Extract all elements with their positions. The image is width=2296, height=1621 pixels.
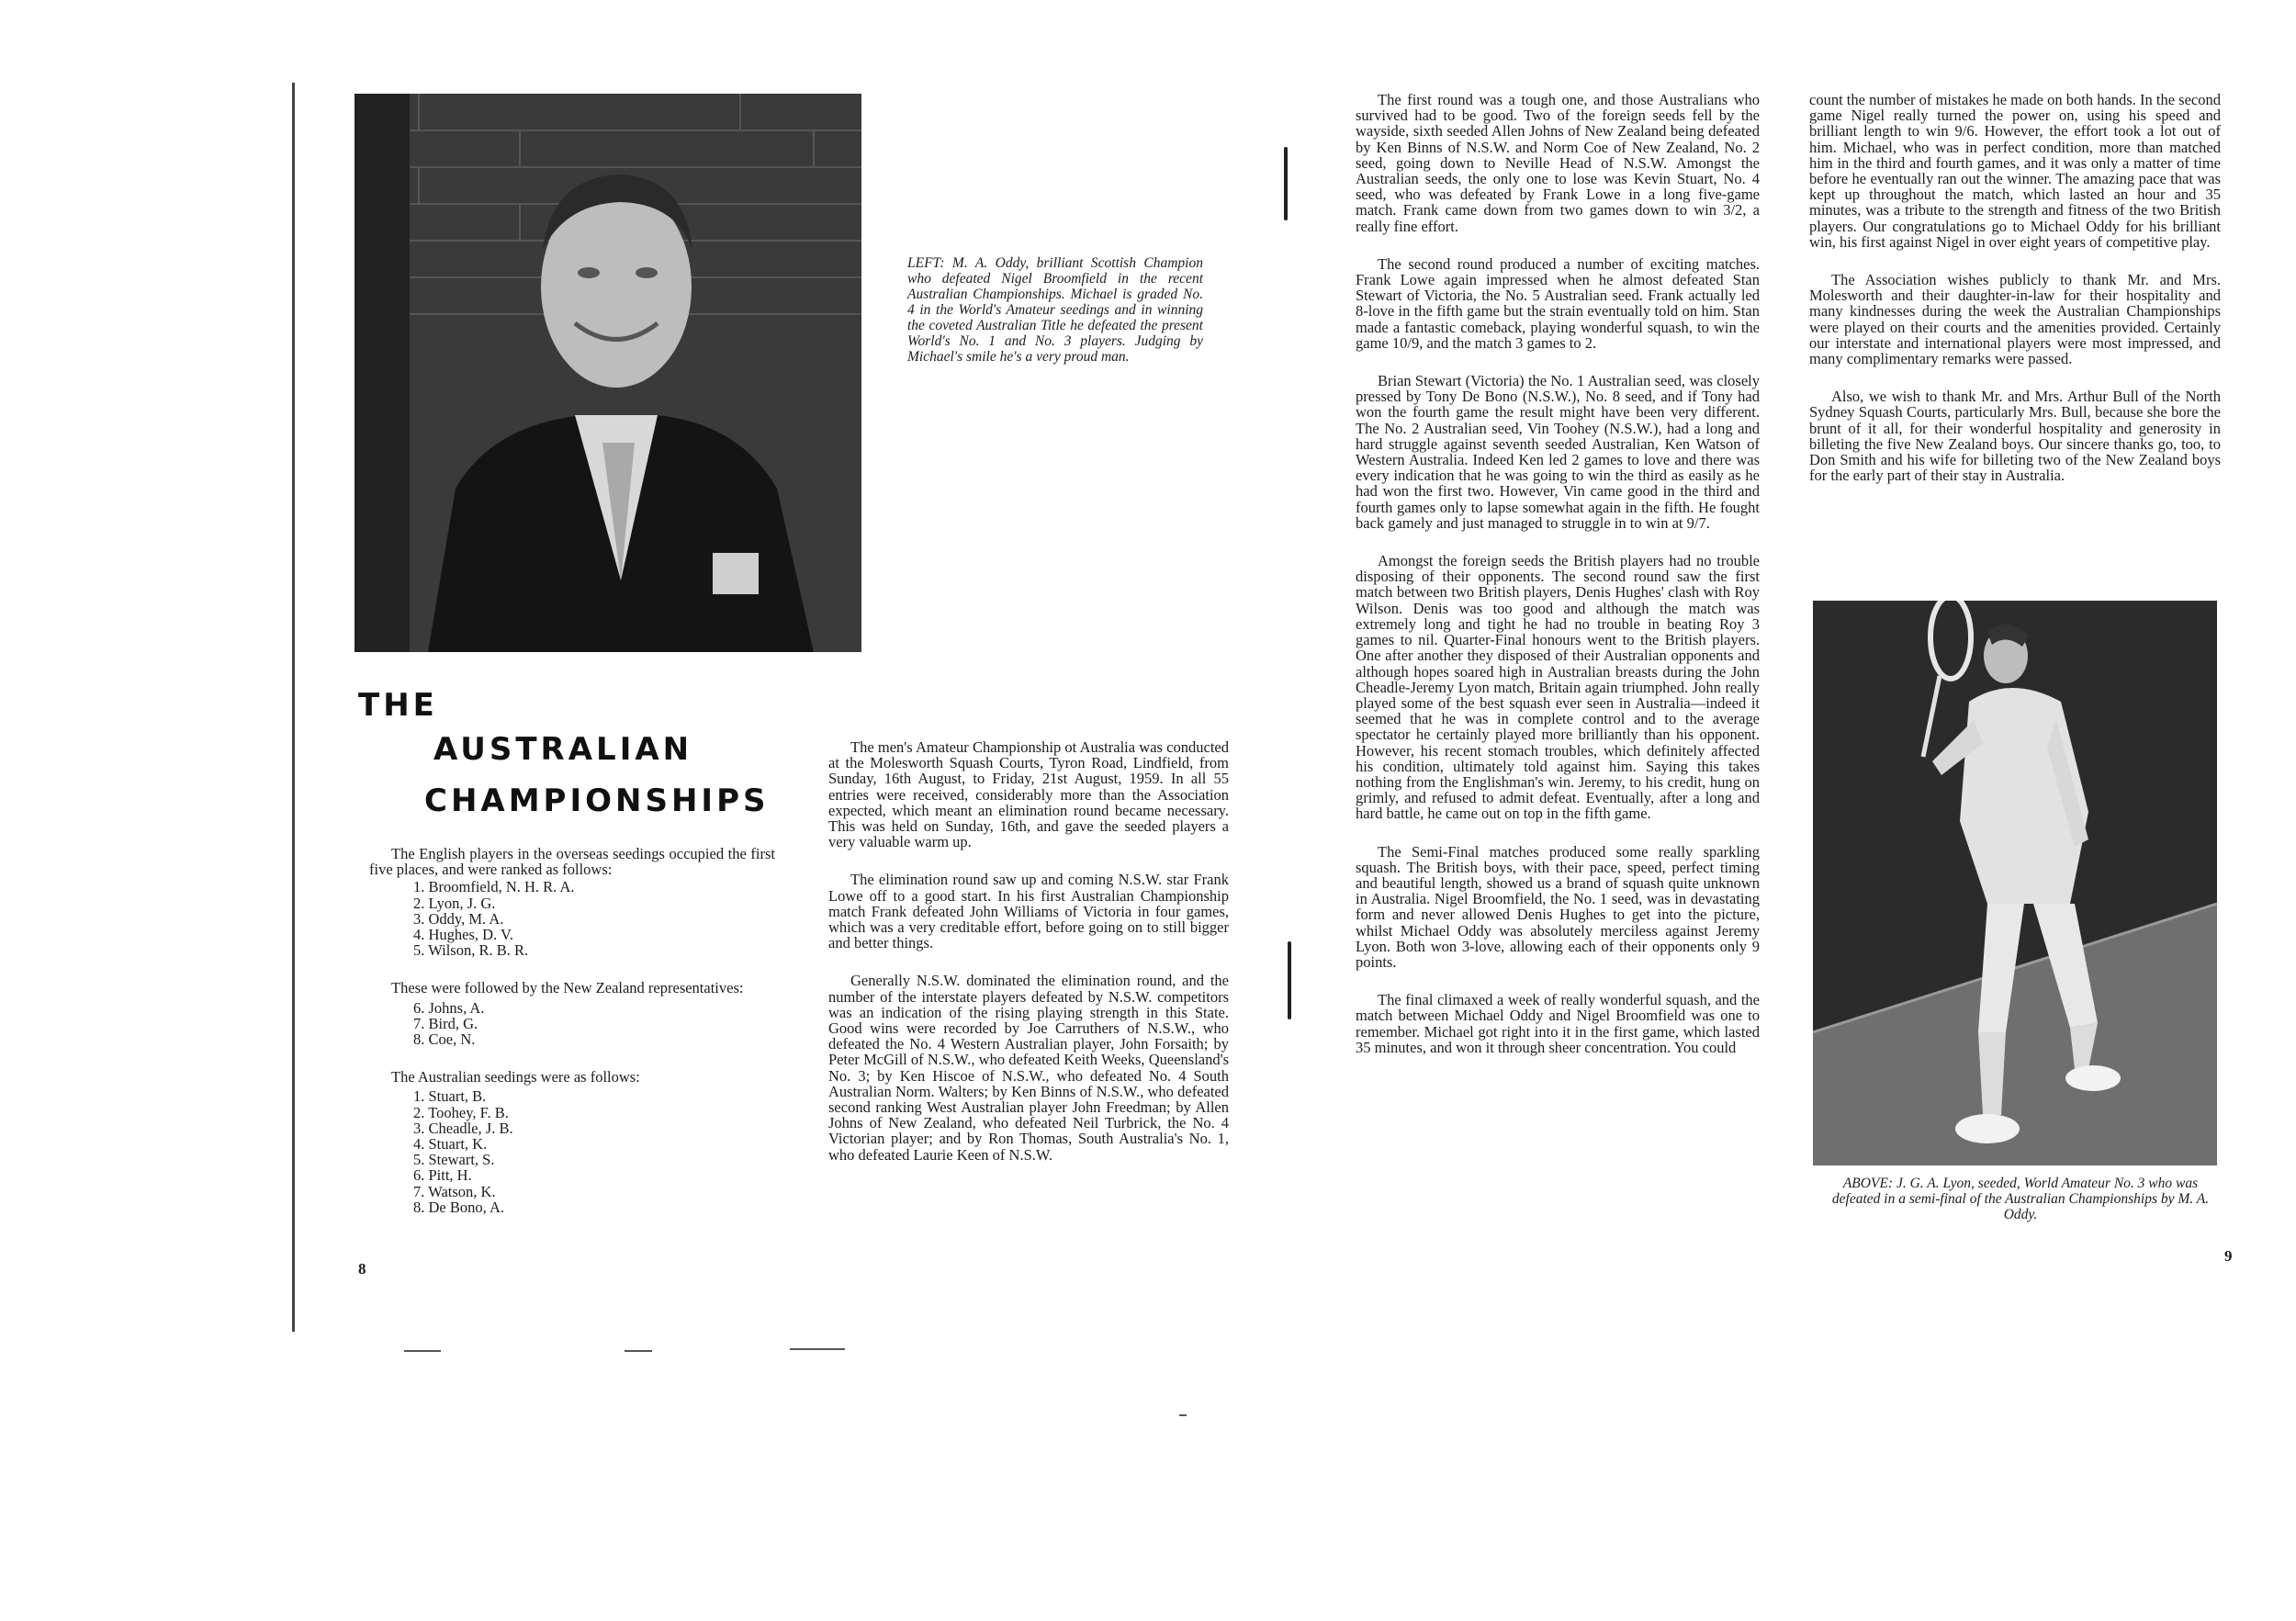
left-page-column-1 — [369, 846, 775, 1237]
list-item: 3. Oddy, M. A. — [413, 909, 504, 928]
scan-speck — [404, 1350, 441, 1352]
list-item: 6. Johns, A. — [413, 998, 485, 1017]
binding-mark-top — [1284, 147, 1288, 220]
page-number-right: 9 — [2224, 1247, 2233, 1265]
right-page-column-2 — [1809, 92, 2221, 505]
article-paragraph: Generally N.S.W. dominated the elimination round, and the number of the interstate players defeated by N.S.W. competitors was an indication of the rising playing strength in this State. Good wins were recorded by Joe Carruthers of N.S.W., who defeated the No. 4 Western Australian player, John Forsaith; by Peter McGill of N.S.W., who defeated Keith Weeks, Queensland's No. 3; by Ken Hiscoe of N.S.W., who defeated No. 4 South Australian Norm. Walters; by Ken Binns of N.S.W., who defeated second ranking West Australian player John Freedman; by Allen Johns of New Zealand, who defeated Neil Turbrick, the No. 4 Victorian player; and by Ron Thomas, South Australia's No. 1, who defeated Laurie Keen of N.S.W. — [828, 972, 1229, 1164]
list-item: 8. De Bono, A. — [413, 1198, 504, 1216]
list-item: 7. Watson, K. — [413, 1182, 496, 1200]
english-seeds-intro: The English players in the overseas seedings occupied the first five places, and were ranked as follows: — [369, 845, 775, 879]
list-item: 2. Toohey, F. B. — [413, 1103, 509, 1121]
scan-speck — [625, 1350, 652, 1352]
squash-player-photo-image — [1813, 601, 2217, 1165]
english-seeds-list — [369, 879, 775, 958]
list-item: 7. Bird, G. — [413, 1014, 478, 1032]
article-paragraph: The elimination round saw up and coming N.S.W. star Frank Lowe off to a good start. In his first Australian Championship match Frank defeated John Williams of Victoria in four games, which was a very creditable effort, before going on to still bigger and better things. — [828, 871, 1229, 952]
article-paragraph: The first round was a tough one, and those Australians who survived had to be good. Two of the foreign seeds fell by the wayside, sixth seeded Allen Johns of New Zealand being defeated by Ken Binns of N.S.W. and Norm Coe of New Zealand, No. 2 seed, going down to Neville Head of N.S.W. Amongst the Australian seeds, the only one to lose was Kevin Stuart, No. 4 seed, who was defeated by Frank Lowe in a long five-game match. Frank came down from two games down to win 3/2, a really fine effort. — [1356, 91, 1760, 235]
list-item: 4. Stuart, K. — [413, 1135, 488, 1154]
left-page-column-2 — [828, 739, 1229, 1185]
oddy-portrait-photo — [355, 94, 861, 652]
aus-seeds-intro: The Australian seedings were as follows: — [391, 1068, 640, 1086]
nz-seeds-list — [369, 1000, 775, 1048]
page-number-left: 8 — [358, 1260, 366, 1278]
article-paragraph: The Association wishes publicly to thank Mr. and Mrs. Molesworth and their daughter-in-law for their hospitality and many kindnesses during the week the Australian Championships were played on their courts and the amenities provided. Certainly our interstate and international players were most impressed, and many complimentary remarks were passed. — [1809, 271, 2221, 368]
list-item: 5. Wilson, R. B. R. — [413, 941, 529, 960]
lyon-photo-caption: ABOVE: J. G. A. Lyon, seeded, World Amateur No. 3 who was defeated in a semi-final of the Australian Championships by M. A. Oddy. — [1831, 1176, 2210, 1222]
article-paragraph: The Semi-Final matches produced some really sparkling squash. The British boys, with their pace, speed, perfect timing and beautiful length, showed us a brand of squash quite unknown in Australia. Nigel Broomfield, the No. 1 seed, was in devastating form and never allowed Denis Hughes to get into the picture, whilst Michael Oddy was absolutely merciless against Jeremy Lyon. Both won 3-love, allowing each of their opponents only 9 points. — [1356, 842, 1760, 971]
article-paragraph: The men's Amateur Championship ot Australia was conducted at the Molesworth Squash Courts, Tyron Road, Lindfield, from Sunday, 16th August, to Friday, 21st August, 1959. In all 55 entries were received, considerably more than the Association expected, which meant an elimination round became necessary. This was held on Sunday, 16th, and gave the seeded players a very valuable warm up. — [828, 738, 1229, 851]
article-paragraph-continued: count the number of mistakes he made on both hands. In the second game Nigel really turned the power on, using his speed and brilliant length to win 9/6. However, the effort took a lot out of him. Michael, who was in perfect condition, more than matched him in the third and fourth games, and it was only a matter of time before he eventually ran out the winner. The amazing pace that was kept up throughout the match, which lasted an hour and 35 minutes, was a tribute to the strength and fitness of the two British players. Our congratulations go to Michael Oddy for his brilliant win, his first against Nigel in over eight years of competitive play. — [1809, 91, 2221, 251]
list-item: 3. Cheadle, J. B. — [413, 1119, 513, 1137]
article-paragraph: The second round produced a number of exciting matches. Frank Lowe again impressed when he almost defeated Stan Stewart of Victoria, the No. 5 Australian seed. Frank actually led 8-love in the fifth game but the strain eventually told on him. Stan made a fantastic comeback, playing wonderful squash, to win the game 10/9, and the match 3 games to 2. — [1356, 254, 1760, 352]
title-line-championships: CHAMPIONSHIPS — [424, 782, 770, 819]
left-page-edge — [292, 83, 295, 1332]
title-line-australian: AUSTRALIAN — [433, 731, 693, 768]
nz-seeds-intro: These were followed by the New Zealand representatives: — [391, 979, 744, 997]
list-item: 2. Lyon, J. G. — [413, 894, 496, 912]
portrait-photo-image — [355, 94, 861, 652]
right-page-column-1 — [1356, 92, 1760, 1077]
list-item: 8. Coe, N. — [413, 1030, 476, 1049]
list-item: 5. Stewart, S. — [413, 1151, 495, 1169]
list-item: 6. Pitt, H. — [413, 1166, 472, 1185]
article-paragraph: Brian Stewart (Victoria) the No. 1 Australian seed, was closely pressed by Tony De Bono (N.S.W.), No. 8 seed, and if Tony had won the fourth game the result might have been very different. The No. 2 Australian seed, Vin Toohey (N.S.W.), had a long and hard struggle against seventh seeded Australian, Ken Watson of Western Australia. Indeed Ken led 2 games to love and there was every indication that he was going to win the third as easily as he had won the first two. However, Vin came good in the third and fourth games only to lapse somewhat again in the fifth. He fought back gamely and just managed to struggle in to win at 9/7. — [1356, 372, 1760, 532]
list-item: 1. Broomfield, N. H. R. A. — [413, 878, 575, 896]
article-paragraph: The final climaxed a week of really wonderful squash, and the match between Michael Oddy and Nigel Broomfield was one to remember. Michael got right into it in the first game, which lasted 35 minutes, and won it through sheer concentration. You could — [1356, 991, 1760, 1056]
scan-speck — [790, 1348, 845, 1350]
aus-seeds-list — [369, 1088, 775, 1215]
lyon-squash-photo — [1813, 601, 2217, 1165]
title-line-the: THE — [358, 687, 438, 724]
oddy-photo-caption: LEFT: M. A. Oddy, brilliant Scottish Champion who defeated Nigel Broomfield in the recent Australian Championships. Michael is graded No. 4 in the World's Amateur seedings and in winning the coveted Australian Title he defeated the present World's No. 1 and No. 3 players. Judging by Michael's smile he's a very proud man. — [907, 255, 1203, 365]
article-paragraph: Also, we wish to thank Mr. and Mrs. Arthur Bull of the North Sydney Squash Courts, particularly Mrs. Bull, because she bore the brunt of it all, for their wonderful hospitality and generosity in billeting the five New Zealand boys. Our sincere thanks go, too, to Don Smith and his wife for billeting two of the New Zealand boys for the early part of their stay in Australia. — [1809, 388, 2221, 485]
article-paragraph: Amongst the foreign seeds the British players had no trouble disposing of their opponents. The second round saw the first match between two British players, Denis Hughes' clash with Roy Wilson. Denis was too good and although the match was extremely long and tight he had no trouble in beating Roy 3 games to nil. Quarter-Final honours went to the British players. One after another they disposed of their Australian opponents and although hopes soared high in Australian breasts during the John Cheadle-Jeremy Lyon match, Britain again triumphed. John really played some of the best squash ever seen in Australia—indeed it seemed that he was in complete control and to the average spectator he certainly played more brilliantly than his opponent. However, his recent stomach troubles, which definitely affected his condition, ultimately told against him. Saying this takes nothing from the Englishman's win. Jeremy, to his credit, hung on grimly, and refused to admit defeat. Eventually, after a long and hard battle, he came out on top in the fifth game. — [1356, 552, 1760, 823]
binding-mark-bottom — [1288, 941, 1291, 1019]
list-item: 1. Stuart, B. — [413, 1087, 487, 1106]
list-item: 4. Hughes, D. V. — [413, 926, 513, 944]
scan-speck — [1179, 1414, 1187, 1416]
